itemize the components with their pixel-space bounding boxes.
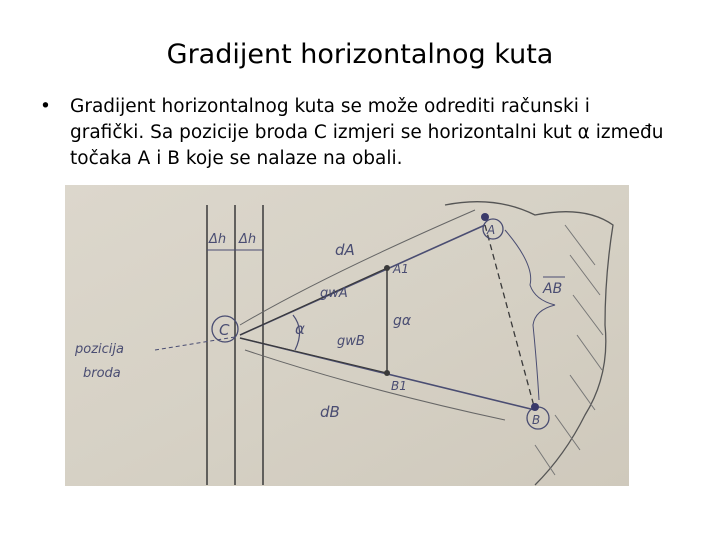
point-b1: [384, 370, 390, 376]
point-b1-label: B1: [391, 379, 407, 393]
point-a-label: A: [487, 223, 496, 237]
grad-b-label: gwB: [337, 334, 365, 349]
ab-label: AB: [543, 281, 563, 297]
point-a1: [384, 265, 390, 271]
bullet-item: [40, 94, 670, 172]
ship-position-label-2: broda: [83, 366, 121, 381]
point-b-label: B: [532, 413, 541, 427]
bullet-text-main: Gradijent horizontalnog kuta se može odrediti računski i grafički. Sa pozicije broda C izmjeri se horizontalni kut α između točaka A i B koje se nalaze na obali: [70, 96, 664, 169]
grad-a-label: gwA: [320, 286, 348, 301]
bullet-text-period: .: [396, 148, 403, 169]
point-b-dot: [531, 403, 539, 411]
g-alpha-label: gα: [393, 313, 412, 329]
dist-b-label: dB: [320, 403, 340, 421]
ship-position-label-1: pozicija: [75, 342, 124, 357]
point-a-dot: [481, 213, 489, 221]
hand-drawn-sketch: [65, 185, 629, 486]
bullet-text: [70, 94, 670, 172]
dist-a-label: dA: [335, 241, 355, 259]
bullet-marker: •: [40, 96, 51, 117]
alpha-label: α: [295, 320, 305, 338]
dh-label-1: Δh: [209, 232, 227, 247]
point-c-label: C: [219, 321, 230, 339]
point-a1-label: A1: [393, 262, 409, 276]
dh-label-2: Δh: [239, 232, 257, 247]
slide-title: Gradijent horizontalnog kuta: [166, 39, 554, 70]
